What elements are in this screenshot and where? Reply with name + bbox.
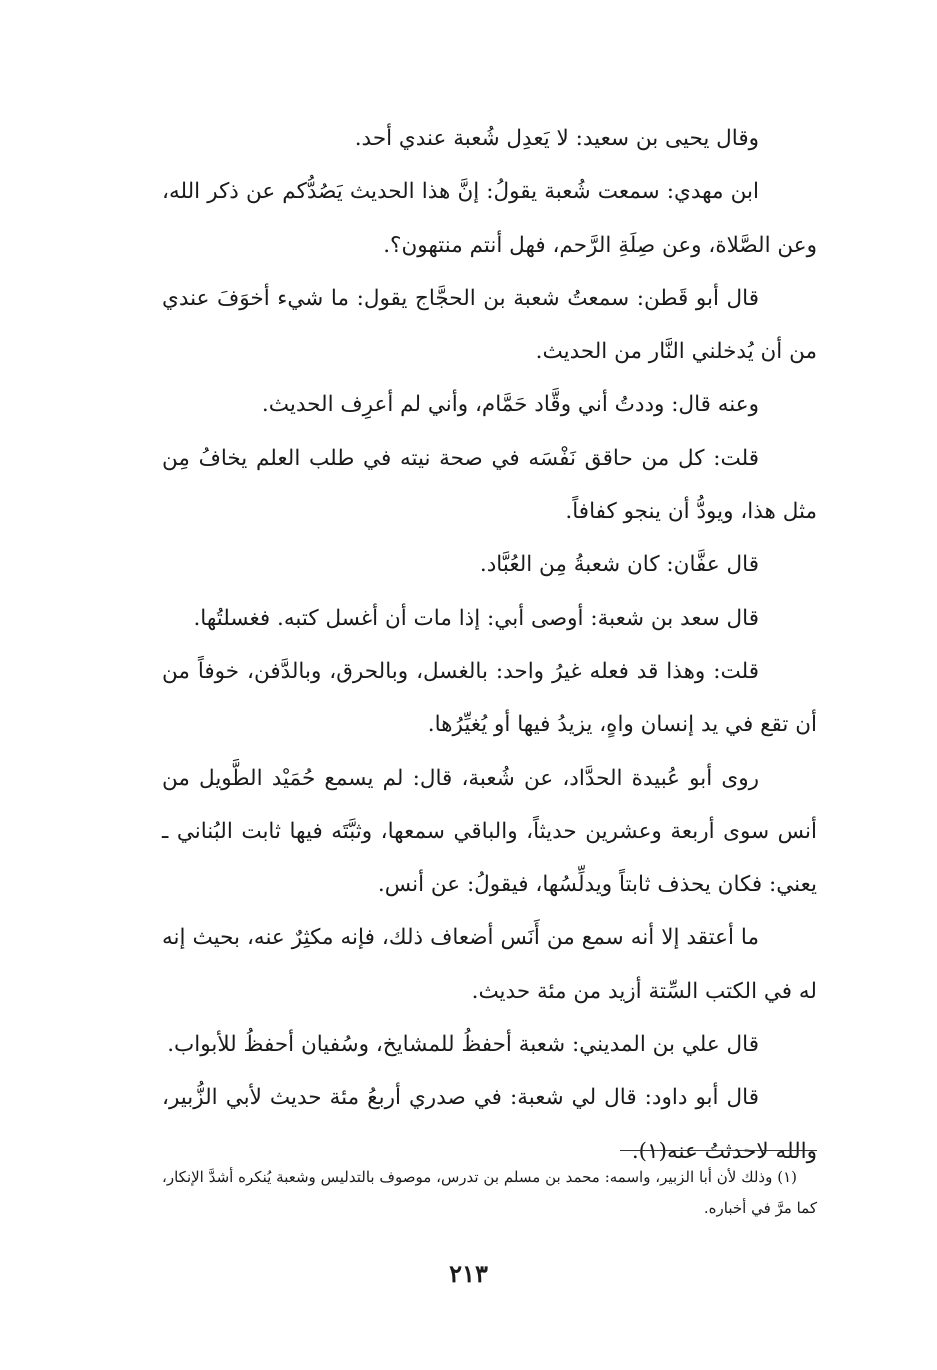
page-number: ٢١٣ [449, 1259, 488, 1288]
paragraph: ابن مهدي: سمعت شُعبة يقولُ: إنَّ هذا الحديث يَصُدُّكم عن ذكر الله، وعن الصَّلاة، وعن صِلَةِ الرَّحم، فهل أنتم منتهون؟. [162, 179, 817, 258]
paragraph: قال سعد بن شعبة: أوصى أبي: إذا مات أن أغسل كتبه. فغسلتُها. [193, 605, 759, 631]
paragraph: روى أبو عُبيدة الحدَّاد، عن شُعبة، قال: لم يسمع حُمَيْد الطَّويل من أنس سوى أربعة وعشرين حديثاً، والباقي سمعها، وثبَّتَه فيها ثابت البُناني ـ يعني: فكان يحذف ثابتاً ويدلِّسُها، فيقولُ: عن أنس. [162, 765, 817, 898]
paragraph: وقال يحيى بن سعيد: لا يَعدِل شُعبة عندي أحد. [354, 126, 759, 151]
paragraph: قال أبو داود: قال لي شعبة: في صدري أربعُ مئة حديث لأبي الزُّبير، والله لاحدثتُ عنه(١). [162, 1085, 817, 1164]
footnote [162, 1162, 817, 1224]
paragraph: قلت: وهذا قد فعله غيرُ واحد: بالغسل، وبالحرق، وبالدَّفن، خوفاً من أن تقع في يد إنسان واهٍ، يزيدُ فيها أو يُغيِّرُها. [162, 658, 817, 738]
paragraph: وعنه قال: وددتُ أني وقَّاد حَمَّام، وأني لم أعرِف الحديث. [261, 392, 759, 418]
main-text [162, 112, 817, 1178]
paragraph: قال أبو قَطن: سمعتُ شعبة بن الحجَّاج يقول: ما شيء أخوَفَ عندي من أن يُدخلني النَّار من الحديث. [162, 285, 817, 365]
footnote-divider [620, 1150, 817, 1151]
paragraph: قال عفَّان: كان شعبةُ مِن العُبَّاد. [479, 552, 759, 578]
paragraph: ما أعتقد إلا أنه سمع من أَنَس أضعاف ذلك، فإنه مكثِرٌ عنه، بحيث إنه له في الكتب السِّتة أزيد من مئة حديث. [162, 925, 817, 1004]
paragraph: قلت: كل من حاقق نَفْسَه في صحة نيته في طلب العلم يخافُ مِن مثل هذا، ويودُّ أن ينجو كفافاً. [162, 445, 817, 525]
footnote-text: (١) وذلك لأن أبا الزبير، واسمه: محمد بن مسلم بن تدرس، موصوف بالتدليس وشعبة يُنكره أشدَّ الإنكار، كما مرَّ في أخباره. [162, 1168, 817, 1217]
paragraph: قال علي بن المديني: شعبة أحفظُ للمشايخ، وسُفيان أحفظُ للأبواب. [167, 1032, 759, 1058]
